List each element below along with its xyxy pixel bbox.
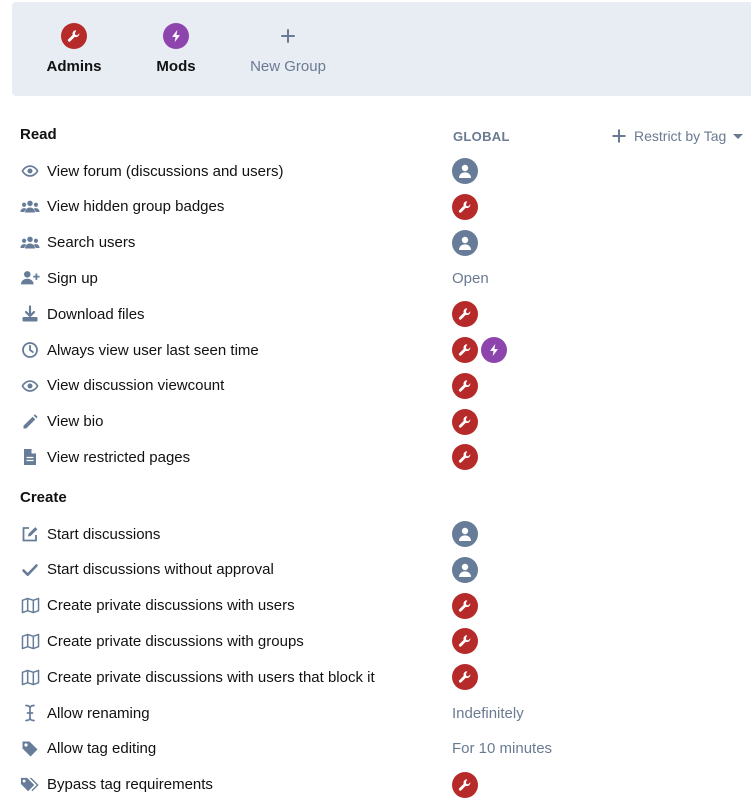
map-icon — [20, 631, 40, 651]
permission-row — [20, 410, 440, 434]
everyone-badge — [452, 230, 478, 256]
permission-value-dropdown[interactable] — [452, 557, 478, 583]
permission-value-dropdown[interactable] — [452, 736, 552, 762]
download-icon — [20, 304, 40, 324]
user-icon — [457, 163, 473, 179]
plus-icon — [612, 129, 626, 143]
admins-badge — [452, 772, 478, 798]
permission-row — [20, 302, 440, 326]
wrench-icon — [458, 599, 472, 613]
permission-row — [20, 665, 440, 689]
permission-value-dropdown[interactable] — [452, 772, 478, 798]
permission-value-text: For 10 minutes — [452, 740, 553, 758]
permission-row — [20, 445, 440, 469]
admins-badge — [452, 593, 478, 619]
clock-icon — [20, 340, 40, 360]
permission-label: Allow tag editing — [47, 740, 157, 758]
pencil-icon — [20, 412, 40, 432]
permission-row — [20, 737, 440, 761]
check-icon — [20, 560, 40, 580]
permission-row — [20, 159, 440, 183]
admins-badge — [452, 664, 478, 690]
permission-value-dropdown[interactable] — [452, 301, 478, 327]
permission-row — [20, 558, 440, 582]
tags-icon — [20, 775, 40, 795]
permission-label: Start discussions — [47, 525, 161, 543]
permission-row — [20, 701, 440, 725]
wrench-icon — [458, 778, 472, 792]
permission-label: View hidden group badges — [47, 198, 225, 216]
user-icon — [457, 526, 473, 542]
user-icon — [457, 235, 473, 251]
wrench-icon — [458, 307, 472, 321]
permission-value-dropdown[interactable] — [452, 444, 478, 470]
permission-label: View discussion viewcount — [47, 377, 225, 395]
section-title-create: Create — [20, 489, 67, 506]
wrench-icon — [458, 450, 472, 464]
permission-value-dropdown[interactable] — [452, 230, 478, 256]
permission-label: Always view user last seen time — [47, 341, 259, 359]
edit-icon — [20, 524, 40, 544]
eye-icon — [20, 376, 40, 396]
permission-label: Start discussions without approval — [47, 561, 274, 579]
group-label: Mods — [156, 58, 196, 75]
map-icon — [20, 596, 40, 616]
group-label: New Group — [250, 58, 326, 75]
bolt-icon — [487, 343, 501, 357]
permission-value-text: Indefinitely — [452, 704, 524, 722]
global-column-header: GLOBAL — [453, 129, 510, 144]
permission-value-dropdown[interactable] — [452, 158, 478, 184]
permission-value-dropdown[interactable] — [452, 628, 478, 654]
permission-value-dropdown[interactable] — [452, 337, 507, 363]
permission-label: Create private discussions with users — [47, 597, 295, 615]
permission-value-dropdown[interactable] — [452, 409, 478, 435]
permission-label: Download files — [47, 305, 145, 323]
admins-badge — [452, 409, 478, 435]
everyone-badge — [452, 557, 478, 583]
admins-badge — [452, 628, 478, 654]
permission-label: Search users — [47, 234, 136, 252]
permission-value-text: Open — [452, 269, 489, 287]
permission-value-dropdown[interactable] — [452, 194, 478, 220]
user-icon — [457, 562, 473, 578]
group-mods[interactable] — [116, 2, 236, 96]
i-cursor-icon — [20, 703, 40, 723]
file-icon — [20, 447, 40, 467]
bolt-icon — [163, 23, 189, 49]
permission-row — [20, 374, 440, 398]
wrench-icon — [458, 379, 472, 393]
permission-row — [20, 773, 440, 797]
tag-icon — [20, 739, 40, 759]
admins-badge — [452, 444, 478, 470]
plus-icon — [275, 23, 301, 49]
permission-label: View forum (discussions and users) — [47, 162, 284, 180]
permission-label: Sign up — [47, 269, 98, 287]
permission-row — [20, 594, 440, 618]
map-icon — [20, 667, 40, 687]
wrench-icon — [458, 200, 472, 214]
permission-value-dropdown[interactable] — [452, 664, 478, 690]
eye-icon — [20, 161, 40, 181]
permission-row — [20, 266, 440, 290]
permission-row — [20, 338, 440, 362]
permission-row — [20, 231, 440, 255]
new-group-button[interactable] — [228, 2, 348, 96]
section-title-read: Read — [20, 126, 57, 143]
permission-label: Allow renaming — [47, 704, 150, 722]
admins-badge — [452, 194, 478, 220]
caret-down-icon — [733, 131, 743, 141]
admins-badge — [452, 373, 478, 399]
everyone-badge — [452, 158, 478, 184]
permission-row — [20, 195, 440, 219]
everyone-badge — [452, 521, 478, 547]
permission-value-dropdown[interactable] — [452, 265, 489, 291]
user-plus-icon — [20, 268, 40, 288]
admins-badge — [452, 337, 478, 363]
permission-row — [20, 629, 440, 653]
admins-badge — [452, 301, 478, 327]
permission-label: Create private discussions with users that block it — [47, 668, 375, 686]
users-icon — [20, 197, 40, 217]
permission-value-dropdown[interactable] — [452, 700, 524, 726]
wrench-icon — [458, 634, 472, 648]
restrict-by-tag-button[interactable] — [612, 126, 743, 146]
wrench-icon — [458, 343, 472, 357]
group-label: Admins — [46, 58, 102, 75]
permission-value-dropdown[interactable] — [452, 521, 478, 547]
permission-row — [20, 522, 440, 546]
permission-label: Create private discussions with groups — [47, 632, 304, 650]
users-icon — [20, 233, 40, 253]
wrench-icon — [458, 415, 472, 429]
permission-value-dropdown[interactable] — [452, 373, 478, 399]
wrench-icon — [458, 670, 472, 684]
mods-badge — [481, 337, 507, 363]
restrict-label: Restrict by Tag — [634, 128, 727, 144]
permission-label: View bio — [47, 413, 104, 431]
permission-value-dropdown[interactable] — [452, 593, 478, 619]
permission-label: Bypass tag requirements — [47, 776, 213, 794]
groups-bar — [12, 2, 751, 96]
wrench-icon — [61, 23, 87, 49]
permission-label: View restricted pages — [47, 448, 191, 466]
